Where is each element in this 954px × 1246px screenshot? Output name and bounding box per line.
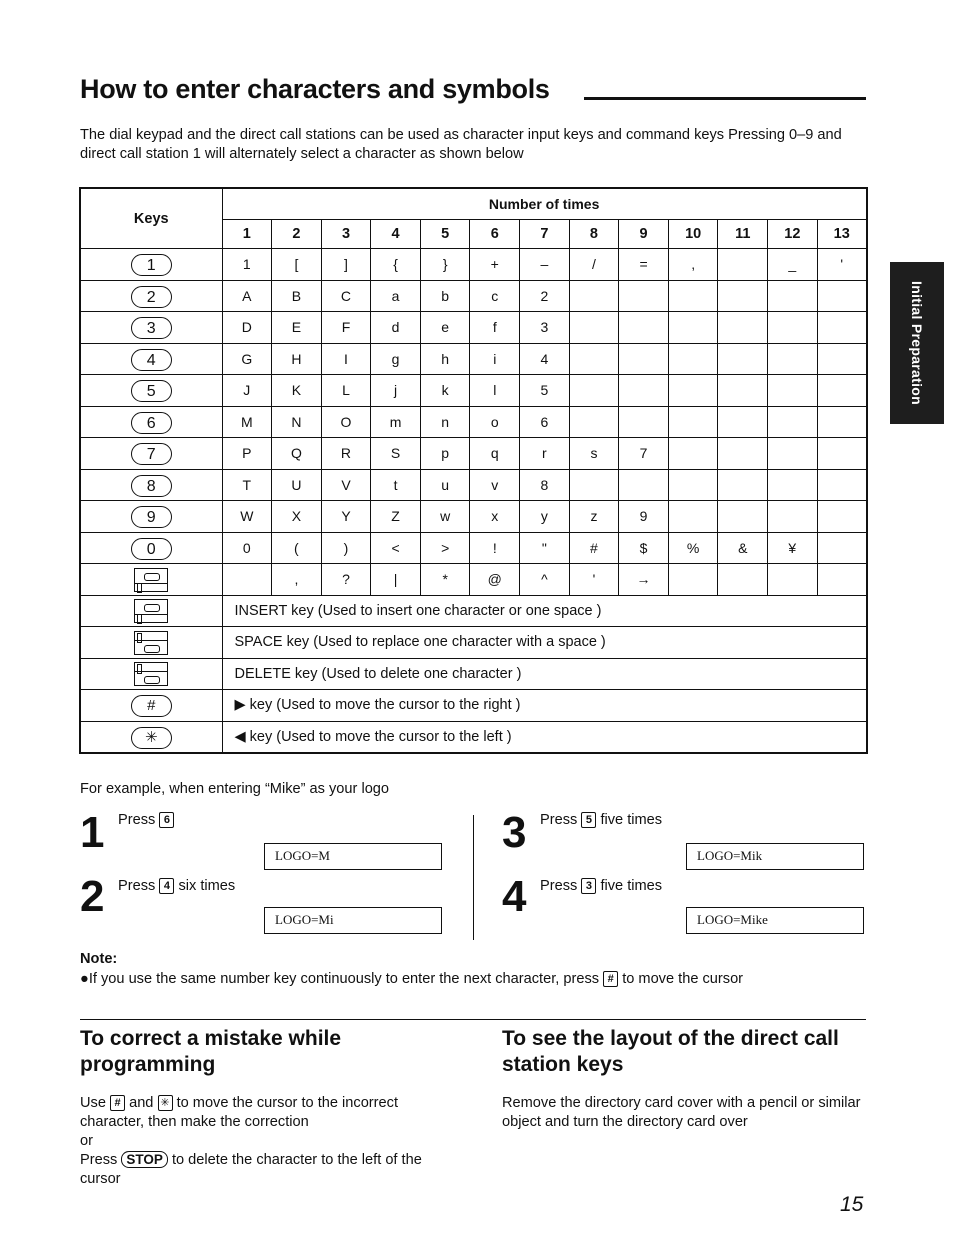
char-cell: _	[768, 249, 818, 281]
station-key-icon	[134, 599, 168, 623]
correct-text: Use # and ✳ to move the cursor to the incorrect character, then make the correction or Press STOP to delete the character to the left of the cursor	[80, 1095, 422, 1187]
dial-key-5-icon: 5	[131, 380, 172, 402]
char-cell: 9	[619, 501, 669, 533]
char-cell	[668, 469, 718, 501]
table-row	[80, 312, 867, 344]
char-cell: c	[470, 280, 520, 312]
char-cell: "	[520, 532, 570, 564]
char-cell	[569, 343, 619, 375]
key-cell	[80, 469, 222, 501]
char-cell: m	[371, 406, 421, 438]
char-cell: n	[420, 406, 470, 438]
number-cell: 3	[321, 220, 371, 249]
char-cell: (	[272, 532, 322, 564]
number-cell: 12	[768, 220, 818, 249]
char-cell	[718, 249, 768, 281]
char-cell	[718, 280, 768, 312]
char-cell	[222, 564, 272, 596]
char-cell	[569, 406, 619, 438]
section-rule	[80, 1019, 866, 1020]
char-cell: 0	[222, 532, 272, 564]
char-cell: '	[817, 249, 867, 281]
char-cell: ^	[520, 564, 570, 596]
char-cell: $	[619, 532, 669, 564]
number-header: Number of times	[222, 188, 867, 220]
char-cell	[817, 343, 867, 375]
char-cell: –	[520, 249, 570, 281]
number-cell: 1	[222, 220, 272, 249]
char-cell: o	[470, 406, 520, 438]
char-cell: u	[420, 469, 470, 501]
side-tab	[890, 262, 944, 424]
hash-key-icon: #	[131, 695, 172, 717]
key-cell	[80, 501, 222, 533]
dial-key-1-icon: 1	[131, 254, 172, 276]
char-cell: |	[371, 564, 421, 596]
char-cell	[668, 564, 718, 596]
note-text: ●If you use the same number key continuously to enter the next character, press # to move the cursor	[80, 971, 744, 987]
char-cell: }	[420, 249, 470, 281]
char-cell	[718, 438, 768, 470]
char-cell	[817, 312, 867, 344]
char-cell: X	[272, 501, 322, 533]
char-cell	[817, 469, 867, 501]
char-cell: I	[321, 343, 371, 375]
title-rule	[584, 97, 866, 100]
char-cell: #	[569, 532, 619, 564]
char-cell: R	[321, 438, 371, 470]
lcd-display: LOGO=M	[264, 843, 442, 870]
key-cell	[80, 406, 222, 438]
char-cell: Y	[321, 501, 371, 533]
station-key-icon	[134, 568, 168, 592]
number-cell: 13	[817, 220, 867, 249]
table-row	[80, 343, 867, 375]
table-row	[80, 564, 867, 596]
command-description: INSERT key (Used to insert one character or one space )	[222, 595, 867, 627]
layout-heading: To see the layout of the direct call station keys	[502, 1027, 839, 1076]
char-cell: L	[321, 375, 371, 407]
dial-key-8-icon: 8	[131, 475, 172, 497]
table-row	[80, 501, 867, 533]
char-cell	[668, 501, 718, 533]
char-cell: g	[371, 343, 421, 375]
station-key-icon	[134, 662, 168, 686]
step-number: 4	[502, 872, 525, 921]
char-cell: 5	[520, 375, 570, 407]
char-cell: D	[222, 312, 272, 344]
command-row	[80, 627, 867, 659]
char-cell: U	[272, 469, 322, 501]
command-description: ▶ key (Used to move the cursor to the right )	[222, 690, 867, 722]
char-cell	[569, 312, 619, 344]
char-cell	[817, 564, 867, 596]
dial-key-7-icon: 7	[131, 443, 172, 465]
lcd-display: LOGO=Mi	[264, 907, 442, 934]
char-cell: b	[420, 280, 470, 312]
char-cell: C	[321, 280, 371, 312]
char-cell: P	[222, 438, 272, 470]
key-4-icon: 4	[159, 878, 174, 894]
table-row	[80, 438, 867, 470]
char-cell: y	[520, 501, 570, 533]
char-cell: J	[222, 375, 272, 407]
table-row	[80, 249, 867, 281]
char-cell: r	[520, 438, 570, 470]
char-cell: ,	[668, 249, 718, 281]
char-cell: T	[222, 469, 272, 501]
column-divider	[473, 815, 474, 940]
key-cell	[80, 627, 222, 659]
char-cell: E	[272, 312, 322, 344]
char-cell: v	[470, 469, 520, 501]
char-cell	[619, 469, 669, 501]
char-cell: K	[272, 375, 322, 407]
key-3-icon: 3	[581, 878, 596, 894]
char-cell: @	[470, 564, 520, 596]
number-cell: 5	[420, 220, 470, 249]
step-number: 1	[80, 808, 103, 857]
char-cell: ]	[321, 249, 371, 281]
key-cell	[80, 438, 222, 470]
char-cell	[768, 469, 818, 501]
char-cell: {	[371, 249, 421, 281]
char-cell: k	[420, 375, 470, 407]
step-text: Press 5 five times	[540, 812, 663, 828]
char-cell: →	[619, 564, 669, 596]
note-heading: Note:	[80, 951, 118, 967]
char-cell	[718, 469, 768, 501]
number-cell: 2	[272, 220, 322, 249]
char-cell: p	[420, 438, 470, 470]
char-cell	[817, 406, 867, 438]
char-cell: a	[371, 280, 421, 312]
char-cell: x	[470, 501, 520, 533]
char-cell: i	[470, 343, 520, 375]
correct-heading: To correct a mistake while programming	[80, 1027, 342, 1076]
char-cell: W	[222, 501, 272, 533]
dial-key-4-icon: 4	[131, 349, 172, 371]
dial-key-9-icon: 9	[131, 506, 172, 528]
char-cell: 2	[520, 280, 570, 312]
char-cell	[768, 564, 818, 596]
char-cell	[768, 312, 818, 344]
command-description: ◀ key (Used to move the cursor to the left )	[222, 721, 867, 753]
number-cell: 11	[718, 220, 768, 249]
char-cell	[768, 375, 818, 407]
char-cell	[619, 375, 669, 407]
char-cell: /	[569, 249, 619, 281]
char-cell	[668, 312, 718, 344]
key-cell	[80, 312, 222, 344]
char-cell: )	[321, 532, 371, 564]
char-cell: !	[470, 532, 520, 564]
command-row	[80, 658, 867, 690]
char-cell	[817, 438, 867, 470]
char-cell	[817, 501, 867, 533]
char-cell: S	[371, 438, 421, 470]
char-cell	[768, 501, 818, 533]
hash-key-icon: #	[110, 1095, 125, 1111]
char-cell: F	[321, 312, 371, 344]
char-cell	[668, 375, 718, 407]
char-cell	[718, 375, 768, 407]
key-cell	[80, 280, 222, 312]
char-cell: V	[321, 469, 371, 501]
char-cell: t	[371, 469, 421, 501]
command-row	[80, 595, 867, 627]
key-cell	[80, 343, 222, 375]
char-cell	[718, 406, 768, 438]
char-cell: f	[470, 312, 520, 344]
char-cell: Z	[371, 501, 421, 533]
table-row	[80, 280, 867, 312]
char-cell	[768, 438, 818, 470]
lcd-display: LOGO=Mik	[686, 843, 864, 870]
star-key-icon: ✳	[158, 1095, 173, 1111]
char-cell: l	[470, 375, 520, 407]
number-cell: 9	[619, 220, 669, 249]
char-cell	[817, 532, 867, 564]
char-cell	[718, 564, 768, 596]
char-cell: ?	[321, 564, 371, 596]
char-cell	[718, 312, 768, 344]
char-cell: N	[272, 406, 322, 438]
intro-text: The dial keypad and the direct call stations can be used as character input keys and command keys Pressing 0–9 and direct call station 1 will alternately select a character as shown below	[80, 127, 842, 162]
number-cell: 6	[470, 220, 520, 249]
step-text: Press 3 five times	[540, 878, 663, 894]
char-cell: 6	[520, 406, 570, 438]
example-intro: For example, when entering “Mike” as your logo	[80, 781, 390, 797]
number-cell: 4	[371, 220, 421, 249]
step-text: Press 4 six times	[118, 878, 236, 894]
char-cell: 3	[520, 312, 570, 344]
key-cell	[80, 595, 222, 627]
char-cell	[619, 406, 669, 438]
command-row	[80, 690, 867, 722]
dial-key-0-icon: 0	[131, 538, 172, 560]
lcd-display: LOGO=Mike	[686, 907, 864, 934]
key-cell	[80, 375, 222, 407]
char-cell: O	[321, 406, 371, 438]
char-cell: +	[470, 249, 520, 281]
key-cell	[80, 690, 222, 722]
char-cell	[668, 438, 718, 470]
command-row	[80, 721, 867, 753]
char-cell: A	[222, 280, 272, 312]
key-5-icon: 5	[581, 812, 596, 828]
char-cell	[668, 343, 718, 375]
key-cell	[80, 658, 222, 690]
table-row	[80, 532, 867, 564]
char-cell: ¥	[768, 532, 818, 564]
table-row	[80, 406, 867, 438]
char-cell	[668, 280, 718, 312]
star-key-icon: ✳	[131, 727, 172, 749]
number-cell: 10	[668, 220, 718, 249]
char-cell: M	[222, 406, 272, 438]
char-cell	[668, 406, 718, 438]
hash-key-icon: #	[603, 971, 618, 987]
char-cell: <	[371, 532, 421, 564]
char-cell: &	[718, 532, 768, 564]
char-cell: z	[569, 501, 619, 533]
char-cell	[817, 280, 867, 312]
char-cell: Q	[272, 438, 322, 470]
char-cell: w	[420, 501, 470, 533]
keys-header: Keys	[80, 188, 222, 249]
step-number: 3	[502, 808, 525, 857]
char-cell	[768, 280, 818, 312]
char-cell: d	[371, 312, 421, 344]
char-cell	[569, 469, 619, 501]
step-text: Press 6	[118, 812, 174, 828]
dial-key-3-icon: 3	[131, 317, 172, 339]
char-cell: 1	[222, 249, 272, 281]
table-row	[80, 375, 867, 407]
station-key-icon	[134, 631, 168, 655]
char-cell: h	[420, 343, 470, 375]
number-cell: 7	[520, 220, 570, 249]
char-cell: ,	[272, 564, 322, 596]
char-cell: =	[619, 249, 669, 281]
table-row	[80, 469, 867, 501]
char-cell: e	[420, 312, 470, 344]
char-cell: H	[272, 343, 322, 375]
char-cell: >	[420, 532, 470, 564]
dial-key-6-icon: 6	[131, 412, 172, 434]
key-cell	[80, 532, 222, 564]
char-cell	[619, 280, 669, 312]
char-cell: 8	[520, 469, 570, 501]
char-cell: j	[371, 375, 421, 407]
page-title: How to enter characters and symbols	[80, 74, 550, 104]
char-cell	[569, 375, 619, 407]
char-cell: 7	[619, 438, 669, 470]
key-cell	[80, 564, 222, 596]
char-cell: s	[569, 438, 619, 470]
number-cell: 8	[569, 220, 619, 249]
layout-text: Remove the directory card cover with a pencil or similar object and turn the directory card over	[502, 1095, 861, 1130]
page-number: 15	[840, 1193, 864, 1216]
char-cell: q	[470, 438, 520, 470]
char-cell	[768, 343, 818, 375]
command-description: SPACE key (Used to replace one character with a space )	[222, 627, 867, 659]
char-cell	[569, 280, 619, 312]
char-cell	[619, 343, 669, 375]
dial-key-2-icon: 2	[131, 286, 172, 308]
char-cell: %	[668, 532, 718, 564]
step-number: 2	[80, 872, 103, 921]
side-tab-label: Initial Preparation	[909, 281, 925, 405]
key-6-icon: 6	[159, 812, 174, 828]
char-cell	[768, 406, 818, 438]
char-cell	[718, 501, 768, 533]
command-description: DELETE key (Used to delete one character )	[222, 658, 867, 690]
key-cell	[80, 721, 222, 753]
stop-key-icon: STOP	[121, 1151, 168, 1168]
char-cell: G	[222, 343, 272, 375]
char-cell: 4	[520, 343, 570, 375]
char-cell	[817, 375, 867, 407]
char-cell: '	[569, 564, 619, 596]
char-cell: B	[272, 280, 322, 312]
key-cell	[80, 249, 222, 281]
char-cell: *	[420, 564, 470, 596]
char-cell: [	[272, 249, 322, 281]
char-cell	[718, 343, 768, 375]
character-table	[79, 187, 868, 754]
char-cell	[619, 312, 669, 344]
